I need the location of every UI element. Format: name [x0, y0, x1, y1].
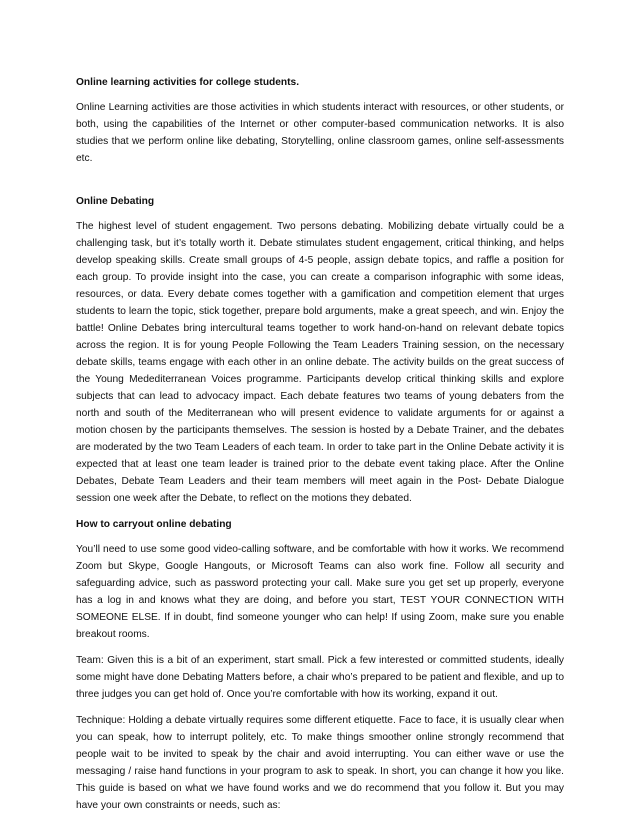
spacer	[76, 703, 564, 712]
paragraph-online-learning: Online Learning activities are those activities in which students interact with resources, or other students, or both, using the capabilities of the Internet or other computer-based communication networks. It is also studies that we perform online like debating, Storytelling, online classroom games, online self-assessments etc.	[76, 102, 564, 164]
paragraph-team: Team: Given this is a bit of an experiment, start small. Pick a few interested or committed students, ideally some might have done Debating Matters before, a chair who’s prepared to be patient and flexible, and up to three judges you can get hold of. Once you’re comfortable with how its working, expand it out.	[76, 655, 564, 700]
paragraph-software: You’ll need to use some good video-calling software, and be comfortable with how it works. We recommend Zoom but Skype, Google Hangouts, or Microsoft Teams can also work fine. Follow all security and safeguarding advice, such as password protecting your call. Make sure you get set up properly, everyone has a log in and knows what they are doing, and before you start, TEST YOUR CONNECTION WITH SOMEONE ELSE. If in doubt, find someone younger who can help! If using Zoom, make sure you enable breakout rooms.	[76, 544, 564, 640]
paragraph-technique: Technique: Holding a debate virtually requires some different etiquette. Face to face, it is usually clear when you can speak, how to interrupt politely, etc. To make things smoother online strongly recommend that people wait to be invited to speak by the chair and avoid interrupting. You can either wave or use the messaging / raise hand functions in your program to ask to speak. In short, you can change it how you like. This guide is based on what we have found works and we do recommend that you follow it. But you may have your own constraints or needs, such as:	[76, 715, 564, 811]
section-heading-online-learning: Online learning activities for college students.	[76, 77, 300, 88]
section-heading-how-to: How to carryout online debating	[76, 519, 232, 530]
spacer	[76, 643, 564, 652]
paragraph-online-debating: The highest level of student engagement. Two persons debating. Mobilizing debate virtually could be a challenging task, but it’s totally worth it. Debate stimulates student engagement, critical thinking, and helps develop speaking skills. Create small groups of 4-5 people, assign debate topics, and raffle a position for each group. To provide insight into the case, you can create a comparison infographic with some ideas, resources, or data. Every debate comes together with a gamification and competition element that urges students to learn the topic, stick together, prepare bold arguments, make a great speech, and win. Enjoy the battle! Online Debates bring intercultural teams together to work hand-on-hand on relevant debate topics across the region. It is for young People Following the Team Leaders Training session, on the necessary debate skills, teams engage with each other in an online debate. The activity builds on the great success of the Young Medediterranean Voices programme. Participants develop critical thinking skills and explore subjects that can lead to advocacy impact. Each debate features two teams of young debaters from the north and south of the Mediterranean who will present evidence to validate arguments for or against a motion chosen by the participants themselves. The session is hosted by a Debate Trainer, and the debates are moderated by the two Team Leaders of each team. In order to take part in the Online Debate activity it is expected that at least one team leader is trained prior to the debate event taking place. After the Online Debates, Debate Team Leaders and their team members will meet again in the Post- Debate Dialogue session one week after the Debate, to reflect on the motions they debated.	[76, 221, 564, 504]
section-heading-online-debating: Online Debating	[76, 196, 155, 207]
spacer	[76, 167, 564, 193]
spacer	[76, 507, 564, 516]
document-page	[76, 74, 564, 814]
